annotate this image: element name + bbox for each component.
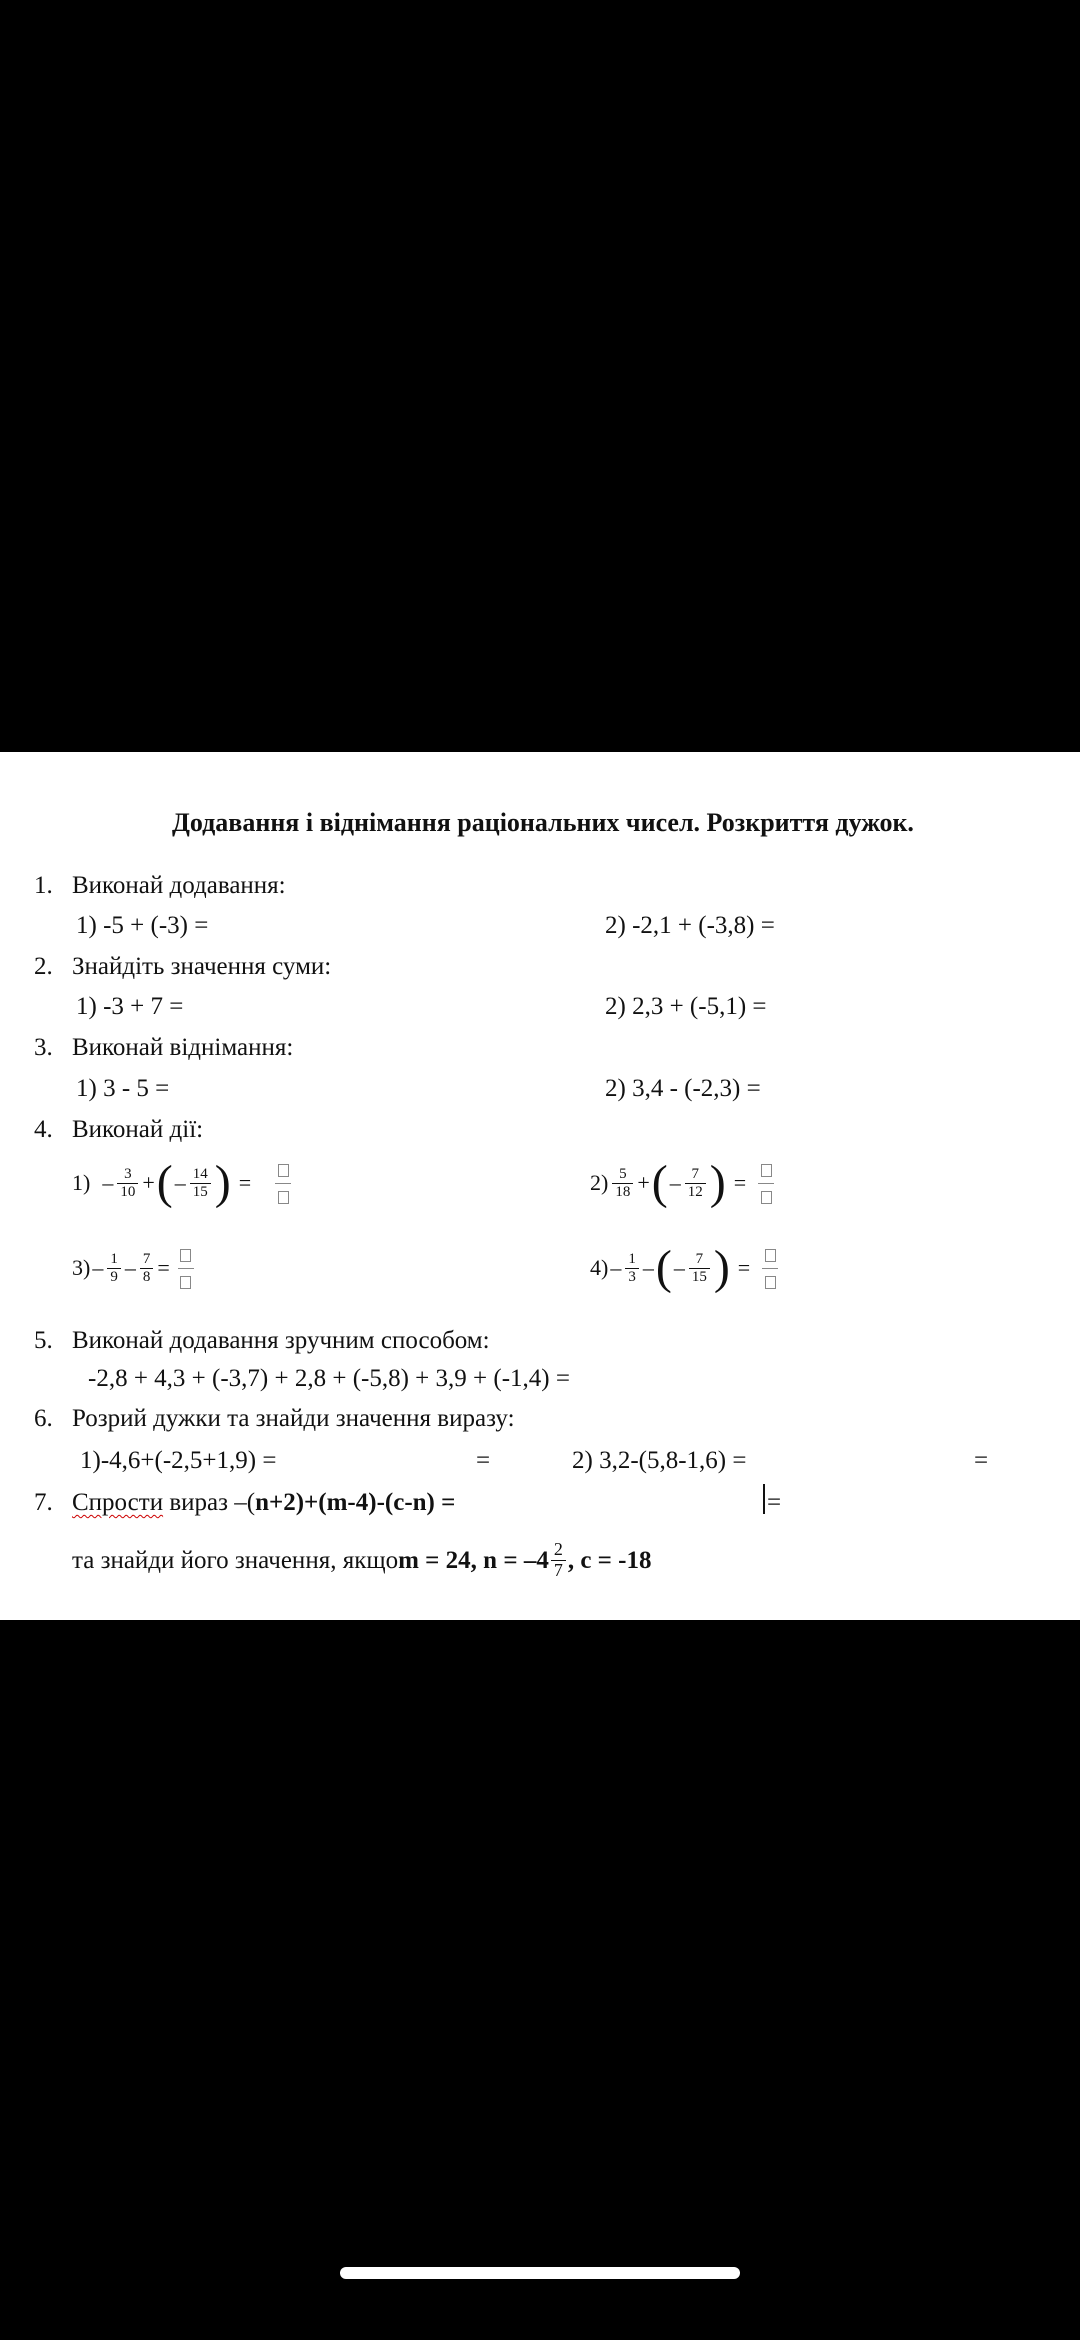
task-7-eq: = [767, 1489, 782, 1516]
task-7-values: m = 24, n = –4 [398, 1546, 549, 1574]
task-4-text: Виконай дії: [72, 1116, 204, 1143]
text-cursor [763, 1484, 765, 1514]
task-6-number: 6. [34, 1405, 53, 1432]
task-5-a: -2,8 + 4,3 + (-3,7) + 2,8 + (-5,8) + 3,9 + (-1,4) = [88, 1365, 570, 1392]
task-2-a: 1) -3 + 7 = [76, 993, 184, 1020]
close-paren: ) [709, 1156, 726, 1209]
p3-minus: – [124, 1255, 136, 1280]
task-6-a: 1)-4,6+(-2,5+1,9) = [80, 1447, 277, 1474]
left-edge-mark [0, 1560, 4, 1590]
task-5-number: 5. [34, 1327, 53, 1354]
p2-eq: = [733, 1170, 747, 1195]
n-fraction: $\frac{2}{7}$ [551, 1540, 566, 1581]
answer-box-icon[interactable] [275, 1159, 291, 1208]
open-paren: ( [655, 1241, 672, 1294]
task-3-text: Виконай віднімання: [72, 1034, 294, 1061]
page-title: Додавання і віднімання раціональних чисел. Розкриття дужок. [172, 808, 914, 837]
p4-sign-2: – [673, 1255, 685, 1280]
p3-sign: – [92, 1255, 104, 1280]
close-paren: ) [214, 1156, 231, 1209]
task-4-problem-2 [590, 1152, 774, 1214]
task-3-a: 1) 3 - 5 = [76, 1075, 170, 1102]
task-4-problem-4 [590, 1240, 778, 1296]
task-4-problem-1 [72, 1152, 291, 1214]
p1-plus: + [142, 1170, 155, 1195]
p4-fraction-2: $\frac{7}{15}$ [689, 1251, 710, 1285]
task-7-number: 7. [34, 1489, 53, 1516]
p4-minus: – [642, 1255, 654, 1280]
task-7-expr: n+2)+(m-4)-(c-n) = [255, 1489, 456, 1516]
task-6-a-eq: = [476, 1447, 491, 1474]
p3-fraction-2: $\frac{7}{8}$ [140, 1251, 154, 1285]
task-7-line-2 [72, 1540, 652, 1581]
home-indicator[interactable] [340, 2267, 740, 2279]
task-7-line-2-text: та знайди його значення, якщо [72, 1546, 399, 1574]
close-paren: ) [713, 1241, 730, 1294]
p1-fraction-2: $\frac{14}{15}$ [190, 1166, 211, 1200]
p3-label: 3) [72, 1255, 91, 1280]
task-1-text: Виконай додавання: [72, 872, 286, 899]
p1-eq: = [238, 1170, 252, 1195]
open-paren: ( [651, 1156, 668, 1209]
p2-plus: + [637, 1170, 650, 1195]
task-6-b: 2) 3,2-(5,8-1,6) = [572, 1447, 747, 1474]
task-1-number: 1. [34, 872, 53, 899]
task-7-c-value: , c = -18 [567, 1546, 652, 1574]
p4-eq: = [737, 1255, 751, 1280]
task-4-problem-3 [72, 1240, 194, 1296]
p2-fraction-1: $\frac{5}{18}$ [612, 1166, 633, 1200]
p3-fraction-1: $\frac{1}{9}$ [107, 1251, 121, 1285]
p4-fraction-1: $\frac{1}{3}$ [625, 1251, 639, 1285]
task-4-number: 4. [34, 1116, 53, 1143]
task-2-b: 2) 2,3 + (-5,1) = [605, 993, 767, 1020]
p1-sign-2: – [174, 1170, 186, 1195]
open-paren: ( [156, 1156, 173, 1209]
answer-box-icon[interactable] [758, 1159, 774, 1208]
p3-eq: = [157, 1255, 170, 1280]
task-3-b: 2) 3,4 - (-2,3) = [605, 1075, 761, 1102]
task-7-word: Спрости [72, 1489, 164, 1516]
task-2-number: 2. [34, 953, 53, 980]
p2-label: 2) [590, 1170, 609, 1195]
p1-label: 1) [72, 1170, 91, 1195]
answer-box-icon[interactable] [762, 1244, 778, 1293]
task-5-text: Виконай додавання зручним способом: [72, 1327, 490, 1354]
p1-sign: – [102, 1170, 114, 1195]
task-7-line-1 [72, 1490, 455, 1515]
answer-box-icon[interactable] [178, 1244, 194, 1293]
p2-fraction-2: $\frac{7}{12}$ [685, 1166, 706, 1200]
task-1-b: 2) -2,1 + (-3,8) = [605, 912, 775, 939]
p4-label: 4) [590, 1255, 609, 1280]
p2-sign-2: – [669, 1170, 681, 1195]
task-1-a: 1) -5 + (-3) = [76, 912, 209, 939]
p1-fraction-1: $\frac{3}{10}$ [117, 1166, 138, 1200]
task-6-b-eq: = [974, 1447, 989, 1474]
p4-sign: – [610, 1255, 622, 1280]
task-3-number: 3. [34, 1034, 53, 1061]
task-7-text: вираз –( [163, 1489, 256, 1516]
task-2-text: Знайдіть значення суми: [72, 953, 332, 980]
task-6-text: Розрий дужки та знайди значення виразу: [72, 1405, 515, 1432]
